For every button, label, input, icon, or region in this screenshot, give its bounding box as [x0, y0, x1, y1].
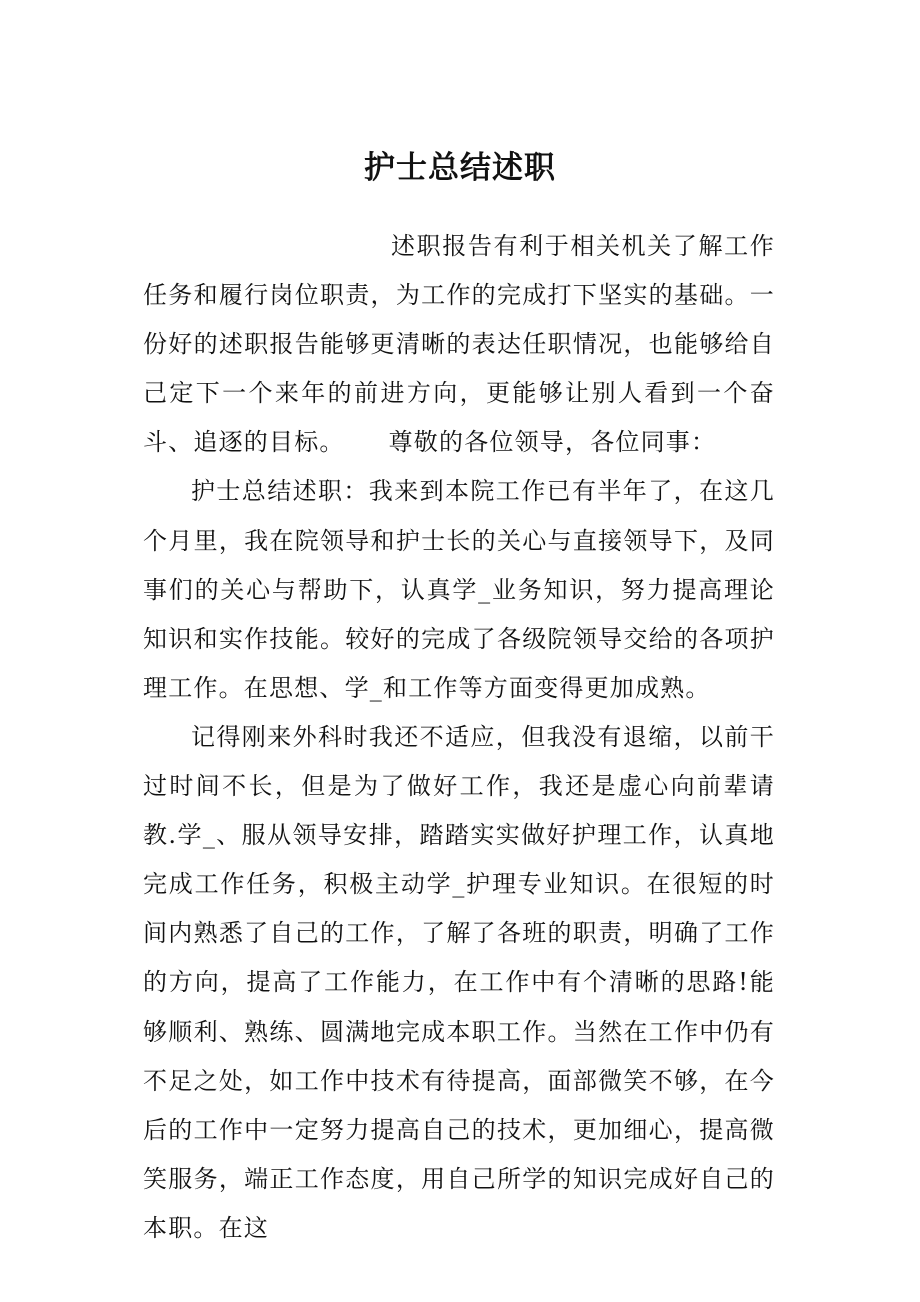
document-title: 护士总结述职 — [364, 150, 556, 186]
paragraph-3: 记得刚来外科时我还不适应，但我没有退缩，以前干过时间不长，但是为了做好工作，我还是虚心向前辈请教.学_、服从领导安排，踏踏实实做好护理工作，认真地完成工作任务，积极主动学_护理专业知识。在很短的时间内熟悉了自己的工作，了解了各班的职责，明确了工作的方向，提高了工作能力，在工作中有个清晰的思路!能够顺利、熟练、圆满地完成本职工作。当然在工作中仍有不足之处，如工作中技术有待提高，面部微笑不够，在今后的工作中一定努力提高自己的技术，更加细心，提高微笑服务，端正工作态度，用自己所学的知识完成好自己的本职。在这 — [143, 722, 775, 1242]
document-body — [143, 222, 775, 1253]
paragraph-intro-text: 述职报告有利于相关机关了解工作任务和履行岗位职责，为工作的完成打下坚实的基础。一份好的述职报告能够更清晰的表达任职情况，也能够给自己定下一个来年的前进方向，更能够让别人看到一个奋斗、追逐的目标。 — [143, 232, 775, 457]
paragraph-2: 护士总结述职：我来到本院工作已有半年了，在这几个月里，我在院领导和护士长的关心与直接领导下，及同事们的关心与帮助下，认真学_业务知识，努力提高理论知识和实作技能。较好的完成了各级院领导交给的各项护理工作。在思想、学_和工作等方面变得更加成熟。 — [143, 477, 775, 702]
paragraph-intro — [143, 222, 775, 467]
salutation-text: 尊敬的各位领导，各位同事： — [388, 428, 717, 457]
